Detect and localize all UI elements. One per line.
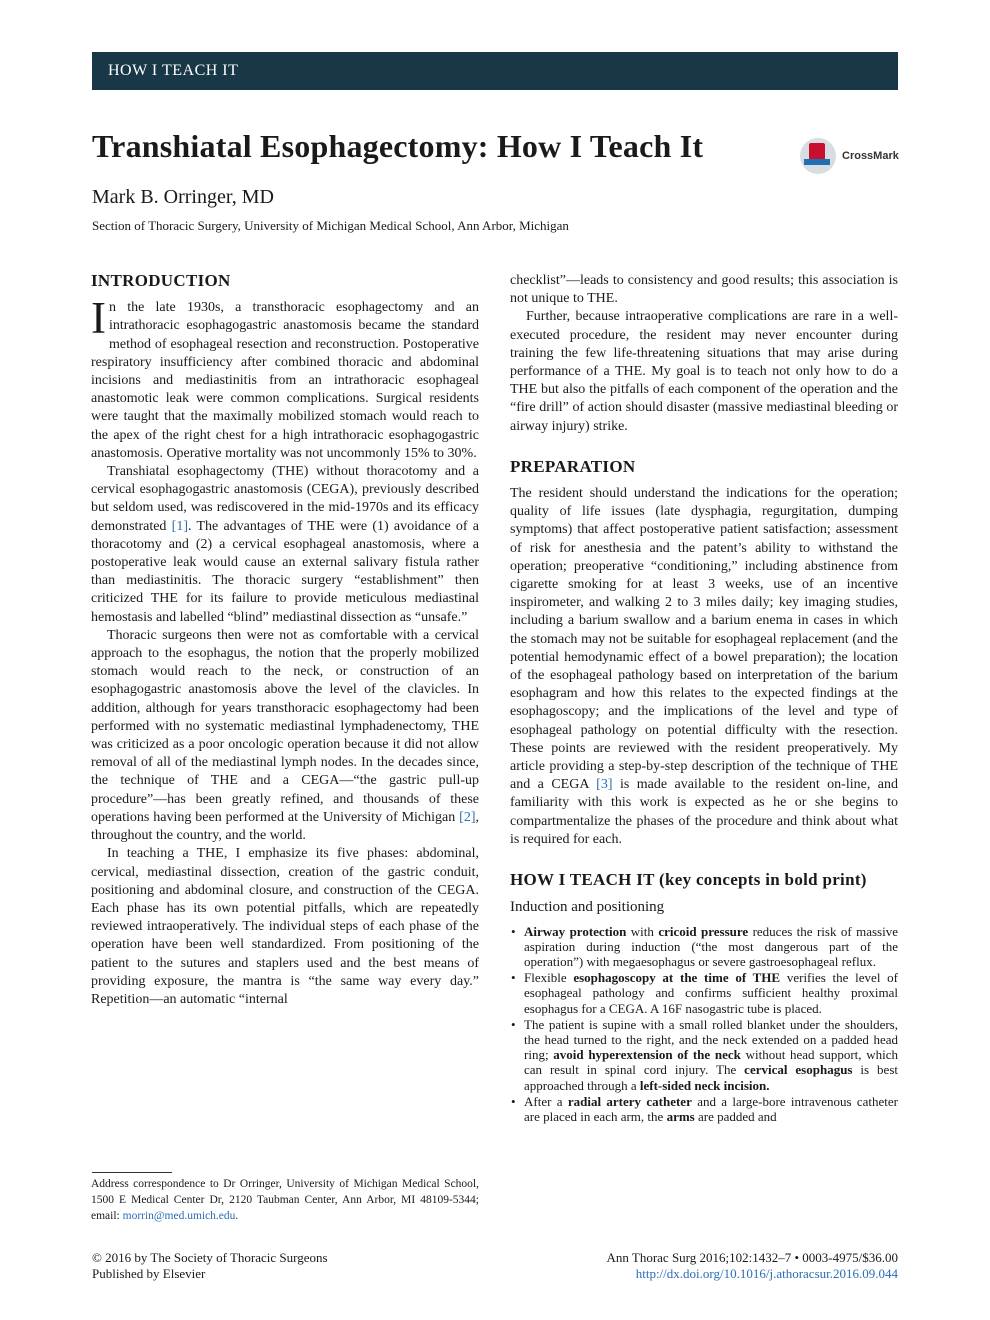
- footer-right: [606, 1250, 898, 1282]
- author-name: Mark B. Orringer, MD: [92, 186, 274, 208]
- article-title: Transhiatal Esophagectomy: How I Teach It: [92, 128, 704, 164]
- how-i-teach-heading: HOW I TEACH IT (key concepts in bold print): [510, 870, 867, 890]
- reference-link-3[interactable]: [3]: [596, 777, 613, 793]
- intro-paragraph-2: [91, 463, 479, 627]
- copyright-line: © 2016 by The Society of Thoracic Surgeons: [92, 1250, 328, 1265]
- section-spacer-2: [510, 849, 898, 871]
- intro-p3-text-a: Thoracic surgeons then were not as comfortable with a cervical approach to the esophagus, the notion that the properly mobilized stomach would reach to the neck, or construction of an esophagogastric anastomosis above the level of the clavicles. In addition, although for years transthoracic esophagectomy had been performed with no systematic mediastinal lymphadenectomy, THE was criticized as a poor oncologic operation because it did not allow removal of all of the mediastinal lymph nodes. In the decades since, the technique of THE and a CEGA—“the gastric pull-up procedure”—has been greatly refined, and thousands of these operations having been performed at the University of Michigan: [91, 627, 479, 825]
- author-affiliation: Section of Thoracic Surgery, University of Michigan Medical School, Ann Arbor, Michigan: [92, 218, 569, 233]
- key-concepts-list: [510, 924, 898, 1125]
- section-banner: [92, 52, 898, 90]
- intro-paragraph-6: Further, because intraoperative complications are rare in a well-executed procedure, the resident may never encounter during training the few life-threatening situations that may arise during performance of a THE. My goal is to teach not only how to do a THE but also the pitfalls of each component of the operation and the “fire drill” of action should disaster (massive mediastinal bleeding or airway injury) strike.: [510, 309, 898, 434]
- intro-p2-text-b: . The advantages of THE were (1) avoidance of a thoracotomy and (2) a cervical esophageal anastomosis, where a postoperative leak would cause an external salivary fistula rather than mediastinitis. The thoracic surgery “establishment” then criticized THE for its failure to provide meticulous mediastinal hemostasis and labelled “blind” mediastinal dissection as “unsafe.”: [91, 518, 479, 625]
- intro-paragraph-3: [91, 627, 479, 845]
- publisher-line: Published by Elsevier: [92, 1266, 206, 1281]
- introduction-heading: INTRODUCTION: [91, 271, 231, 290]
- intro-p3-text-b: , throughout the country, and the world.: [91, 809, 479, 844]
- prep-text-b: is made available to the resident on-line, and familiarity with this work is expected as he or she begins to compartmentalize the phases of the procedure and think about what is required for each.: [510, 777, 899, 847]
- drop-cap: I: [91, 293, 106, 344]
- citation-line: Ann Thorac Surg 2016;102:1432–7 • 0003-4975/$36.00: [606, 1250, 898, 1265]
- intro-paragraph-4: In teaching a THE, I emphasize its five phases: abdominal, cervical, mediastinal dissection, creation of the gastric conduit, positioning and abdominal closure, and construction of the CEGA. Each phase has its own potential pitfalls, which are repeatedly reviewed intraoperatively. The individual steps of each phase of the operation have been well standardized. From positioning of the patient to the sutures and staplers used and the best means of providing exposure, the mantra is “the same way every day.” Repetition—an automatic “internal: [91, 846, 479, 1007]
- section-spacer: [510, 436, 898, 458]
- footnote-end: .: [235, 1210, 239, 1222]
- prep-text-a: The resident should understand the indications for the operation; quality of life issues (late dysphagia, regurgitation, dumping symptoms) that affect postoperative patient satisfaction; assessment of risk for anesthesia and the patent’s ability to withstand the operation; preoperative “conditioning,” including abstinence from cigarette smoking for at least 3 weeks, use of an incentive inspirometer, and walking 2 to 3 miles daily; key imaging studies, including a barium swallow and a barium enema in cases in which the stomach may not be suitable for esophageal replacement (and the potential hemodynamic effect of a bowel preparation); the location of the esophageal pathology based on interpretation of the barium esophagram and how this relates to the expected findings at the esophagoscopy; and the implications of the level and type of esophageal pathology on potential difficulty with the resection. These points are reviewed with the resident preoperatively. My article providing a step-by-step description of the technique of THE and a CEGA: [510, 486, 898, 793]
- right-column: [510, 272, 898, 1125]
- email-link[interactable]: morrin@med.umich.edu: [122, 1210, 236, 1222]
- doi-link[interactable]: http://dx.doi.org/10.1016/j.athoracsur.2016.09.044: [635, 1266, 898, 1281]
- list-item: • Airway protection with cricoid pressure reduces the risk of massive aspiration during induction (“the most dangerous part of the operation”) with megaesophagus or severe gastroesophageal reflux.: [510, 924, 898, 970]
- preparation-paragraph: [510, 485, 898, 849]
- intro-paragraph-5: checklist”—leads to consistency and good results; this association is not unique to THE.: [510, 273, 898, 307]
- intro-paragraph-1-text: n the late 1930s, a transthoracic esophagectomy and an intrathoracic esophagogastric anastomosis became the standard method of esophageal resection and reconstruction. Postoperative respiratory insufficiency after combined thoracic and abdominal incisions and mediastinitis from an intrathoracic esophageal anastomotic leak were common complications. Surgical residents were taught that the maximally mobilized stomach would reach to the apex of the right chest for a high intrathoracic esophagogastric anastomosis. Operative mortality was not uncommonly 15% to 30%.: [91, 300, 479, 461]
- section-banner-label: HOW I TEACH IT: [108, 62, 239, 79]
- footer-left: [92, 1250, 328, 1282]
- reference-link-2[interactable]: [2]: [459, 809, 476, 825]
- crossmark-logo[interactable]: [800, 138, 904, 178]
- crossmark-ribbon-base-icon: [804, 159, 830, 165]
- intro-paragraph-1: [91, 293, 479, 463]
- intro-p2-text-a: Transhiatal esophagectomy (THE) without thoracotomy and a cervical esophagogastric anastomosis (CEGA), previously described but seldom used, was rediscovered in the mid-1970s and its efficacy demonstrated: [91, 464, 479, 534]
- induction-subheading: Induction and positioning: [510, 899, 665, 916]
- left-column: [91, 272, 479, 1009]
- footnote-text: Address correspondence to Dr Orringer, University of Michigan Medical School, 1500 E Medical Center Dr, 2120 Taubman Center, Ann Arbor, MI 48109-5344; email:: [91, 1178, 479, 1222]
- correspondence-footnote: [91, 1176, 479, 1224]
- list-item: • The patient is supine with a small rolled blanket under the shoulders, the head turned to the right, and the neck extended on a padded head ring; avoid hyperextension of the neck without head support, which can result in spinal cord injury. The cervical esophagus is best approached through a left-sided neck incision.: [510, 1017, 898, 1093]
- crossmark-label: CrossMark: [842, 150, 899, 162]
- preparation-heading: PREPARATION: [510, 456, 636, 476]
- reference-link-1[interactable]: [1]: [171, 518, 188, 534]
- list-item: • Flexible esophagoscopy at the time of THE verifies the level of esophageal pathology and confirms sufficient healthy proximal esophagus for a CEGA. A 16F nasogastric tube is placed.: [510, 970, 898, 1016]
- footnote-divider: [92, 1172, 172, 1173]
- list-item: • After a radial artery catheter and a large-bore intravenous catheter are placed in each arm, the arms are padded and: [510, 1094, 898, 1124]
